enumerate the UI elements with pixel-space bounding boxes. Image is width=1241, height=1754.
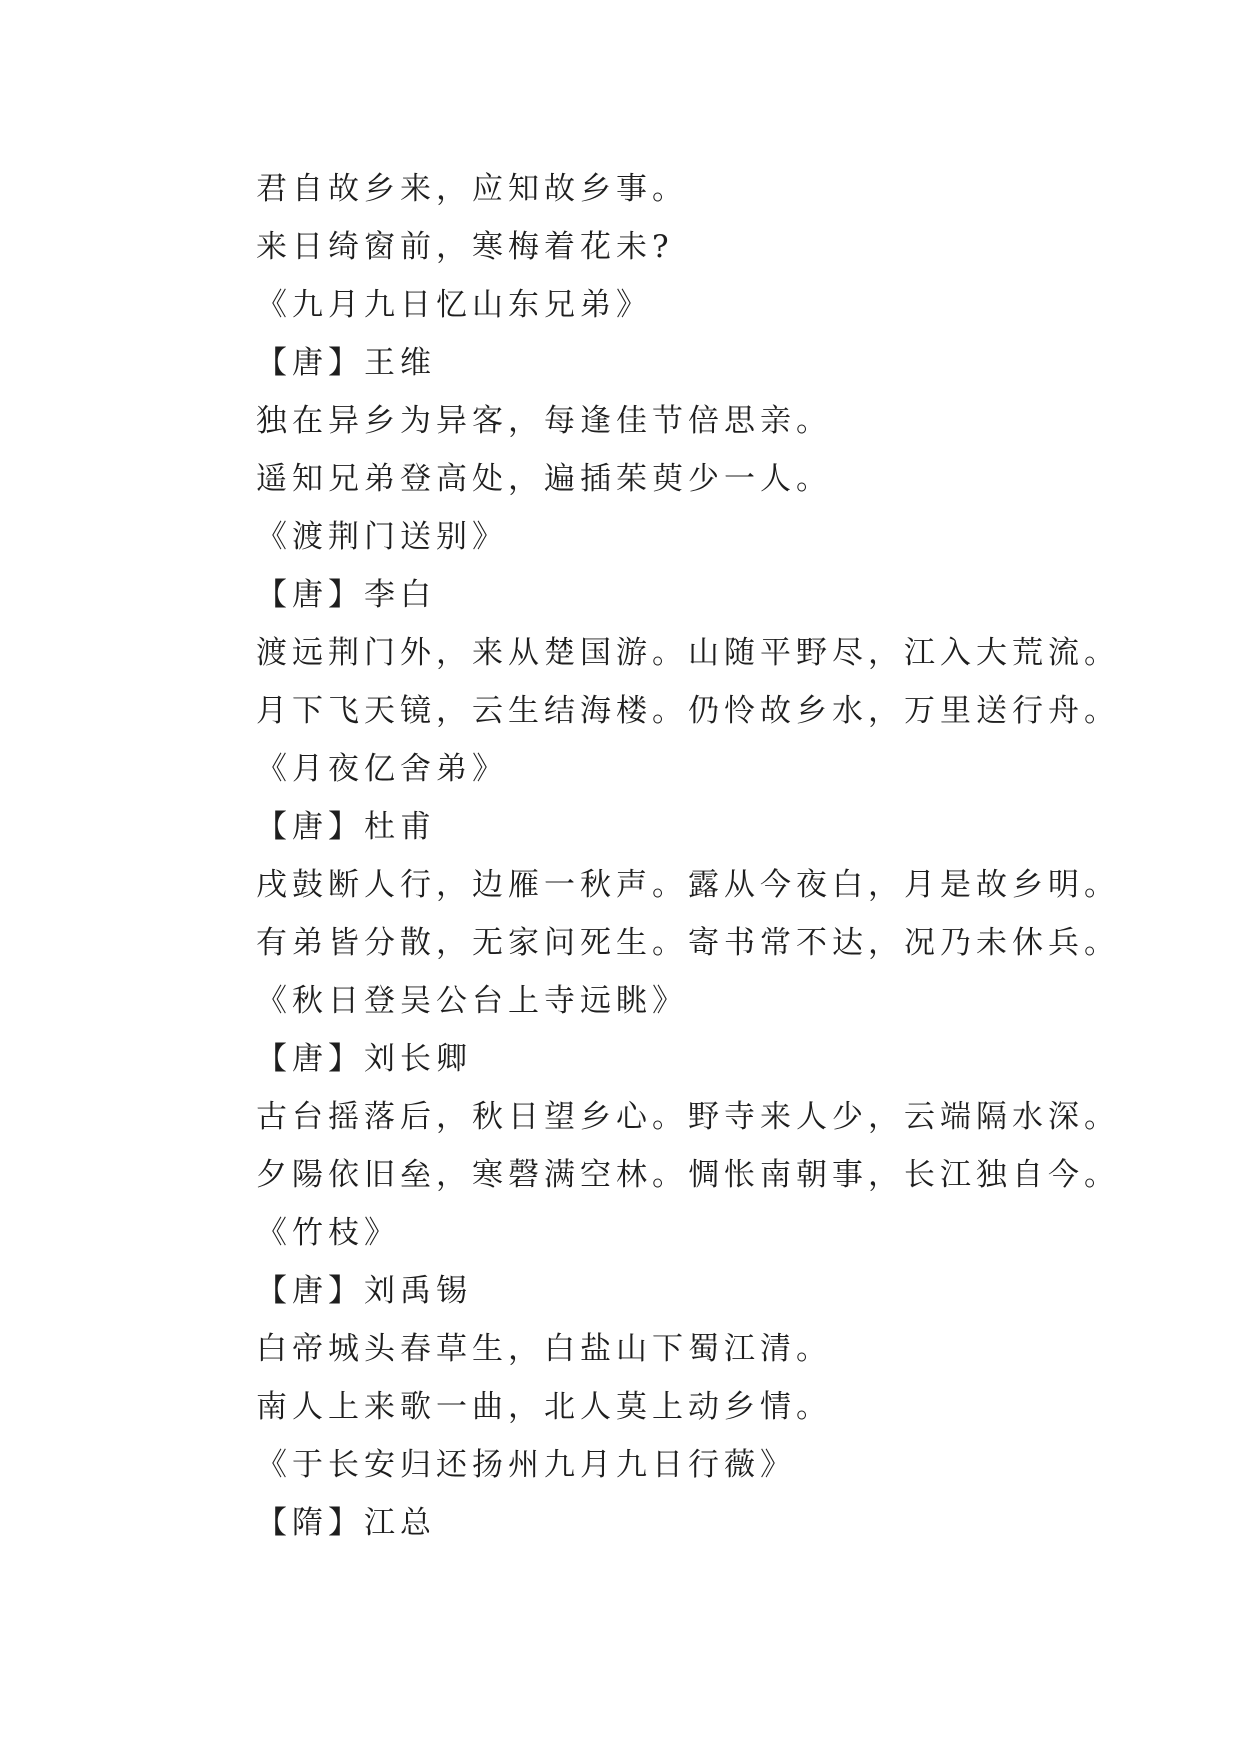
poem-author: 【唐】刘禹锡: [256, 1273, 472, 1309]
poem-title: 《九月九日忆山东兄弟》: [256, 287, 652, 323]
poem-title: 《于长安归还扬州九月九日行薇》: [256, 1447, 796, 1483]
poem-line: 遥知兄弟登高处，遍插茱萸少一人。: [256, 461, 832, 497]
poem-author: 【唐】李白: [256, 577, 436, 613]
poem-title: 《渡荆门送别》: [256, 519, 508, 555]
poem-line: 古台摇落后，秋日望乡心。野寺来人少，云端隔水深。: [256, 1099, 1120, 1135]
poem-author: 【唐】王维: [256, 345, 436, 381]
poem-title: 《月夜亿舍弟》: [256, 751, 508, 787]
poem-author: 【隋】江总: [256, 1505, 436, 1541]
poem-author: 【唐】刘长卿: [256, 1041, 472, 1077]
poem-line: 白帝城头春草生，白盐山下蜀江清。: [256, 1331, 832, 1367]
poem-line: 来日绮窗前，寒梅着花未?: [256, 229, 674, 265]
poem-line: 有弟皆分散，无家问死生。寄书常不达，况乃未休兵。: [256, 925, 1120, 961]
poem-line: 渡远荆门外，来从楚国游。山随平野尽，江入大荒流。: [256, 635, 1120, 671]
poem-line: 南人上来歌一曲，北人莫上动乡情。: [256, 1389, 832, 1425]
poem-author: 【唐】杜甫: [256, 809, 436, 845]
poem-line: 夕陽依旧垒，寒磬满空林。惆怅南朝事，长江独自今。: [256, 1157, 1120, 1193]
poem-line: 戌鼓断人行，边雁一秋声。露从今夜白，月是故乡明。: [256, 867, 1120, 903]
poem-line: 月下飞天镜，云生结海楼。仍怜故乡水，万里送行舟。: [256, 693, 1120, 729]
poem-line: 君自故乡来，应知故乡事。: [256, 171, 688, 207]
poem-line: 独在异乡为异客，每逢佳节倍思亲。: [256, 403, 832, 439]
poem-title: 《竹枝》: [256, 1215, 400, 1251]
poem-text-block: [256, 160, 1156, 1552]
poem-title: 《秋日登吴公台上寺远眺》: [256, 983, 688, 1019]
